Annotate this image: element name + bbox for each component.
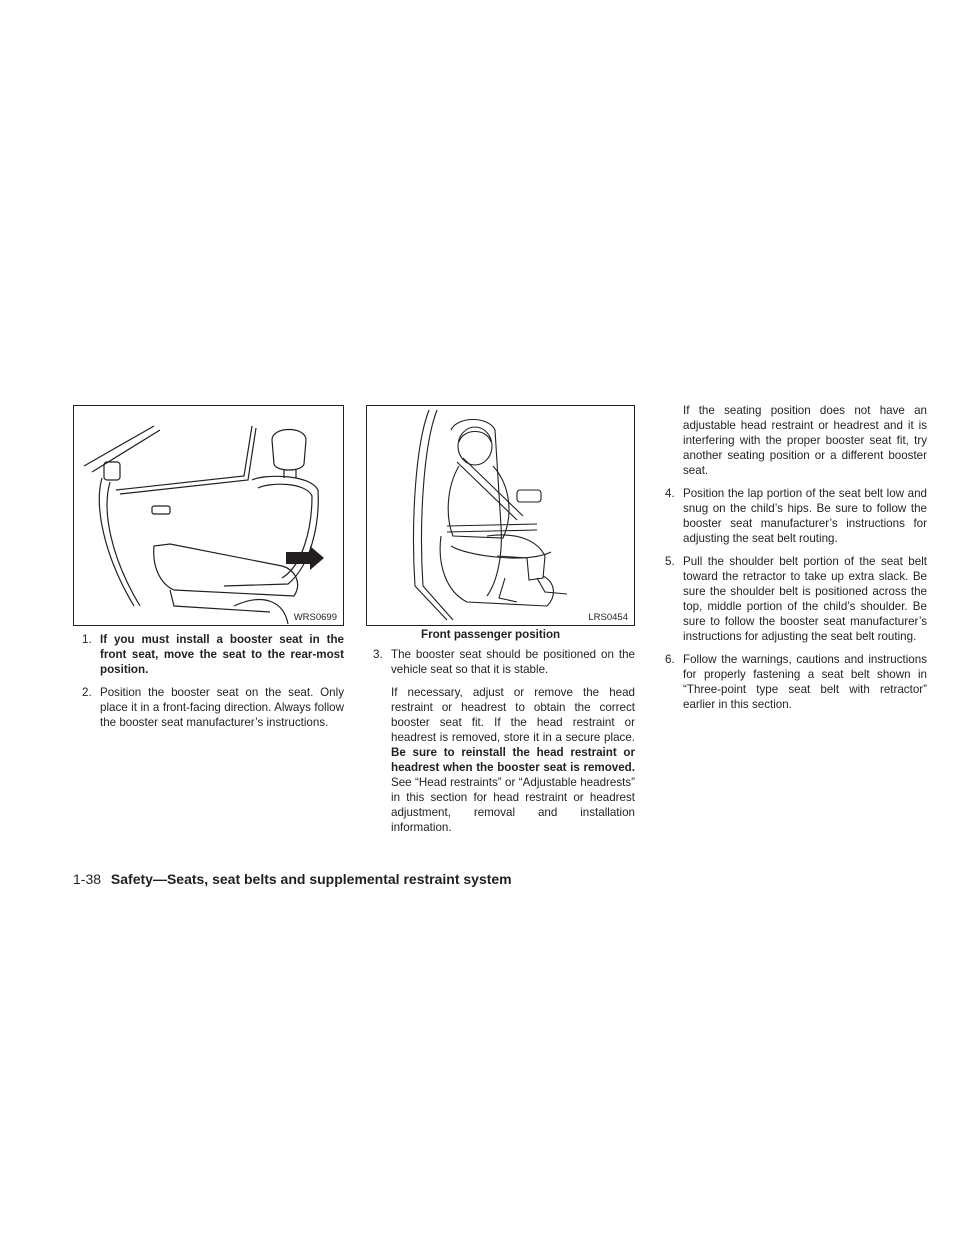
- figure-booster-seat: [366, 405, 635, 626]
- list-item-2: [73, 685, 344, 730]
- item-number: 4.: [665, 487, 675, 500]
- page-footer: [73, 871, 512, 887]
- rearward-arrow-icon: [286, 546, 324, 570]
- column-1: [73, 632, 344, 738]
- figure-code: LRS0454: [588, 612, 628, 623]
- list-item-6: [656, 652, 927, 712]
- list-item-5: [656, 554, 927, 644]
- list-item-4: [656, 486, 927, 546]
- lead-paragraph: If the seating position does not have an adjustable head restraint or headrest and it is interfering with the proper booster seat fit, try another seating position or a different booster seat.: [683, 404, 927, 477]
- page-number: 1-38: [73, 871, 102, 887]
- item-text: The booster seat should be positioned on the vehicle seat so that it is stable.: [391, 648, 635, 676]
- column-2: [364, 647, 635, 843]
- item-text: Position the lap portion of the seat belt low and snug on the child’s hips. Be sure to follow the booster seat manufacturer’s instructions for adjusting the seat belt routing.: [683, 487, 927, 545]
- para-text-1: If necessary, adjust or remove the head restraint or headrest to obtain the correct booster seat fit. If the head restraint or headrest is removed, store it in a secure place.: [391, 686, 635, 744]
- para-warning: Be sure to reinstall the head restraint or headrest when the booster seat is removed.: [391, 746, 635, 774]
- head-restraint-paragraph: [364, 685, 635, 835]
- item-bold-text: If you must install a booster seat in the front seat, move the seat to the rear-most position.: [100, 633, 344, 676]
- item-text: Pull the shoulder belt portion of the seat belt toward the retractor to take up extra slack. Be sure the shoulder belt is positioned across the top, middle portion of the child’s shoulder. Be sure to follow the booster seat manufacturer’s instructions for adjusting the seat belt routing.: [683, 555, 927, 643]
- section-title: Safety—Seats, seat belts and supplemental restraint system: [110, 871, 512, 887]
- figure-seat-rearmost: [73, 405, 344, 626]
- item-number: 1.: [82, 633, 92, 646]
- list-item-3: [364, 647, 635, 677]
- item-text: Position the booster seat on the seat. Only place it in a front-facing direction. Always follow the booster seat manufacturer’s instructions.: [100, 686, 344, 729]
- booster-illustration: [367, 406, 634, 625]
- item-number: 2.: [82, 686, 92, 699]
- list-item-1: [73, 632, 344, 677]
- item-text: Follow the warnings, cautions and instructions for properly fastening a seat belt shown in “Three-point type seat belt with retractor” earlier in this section.: [683, 653, 927, 711]
- para-text-2: See “Head restraints” or “Adjustable headrests” in this section for head restraint or headrest adjustment, removal and installation information.: [391, 776, 635, 834]
- column-3: [656, 403, 927, 720]
- item-number: 6.: [665, 653, 675, 666]
- seat-illustration: [74, 406, 343, 625]
- item-number: 3.: [373, 648, 383, 661]
- figure-code: WRS0699: [293, 612, 337, 623]
- item-number: 5.: [665, 555, 675, 568]
- figure-caption: Front passenger position: [421, 628, 561, 641]
